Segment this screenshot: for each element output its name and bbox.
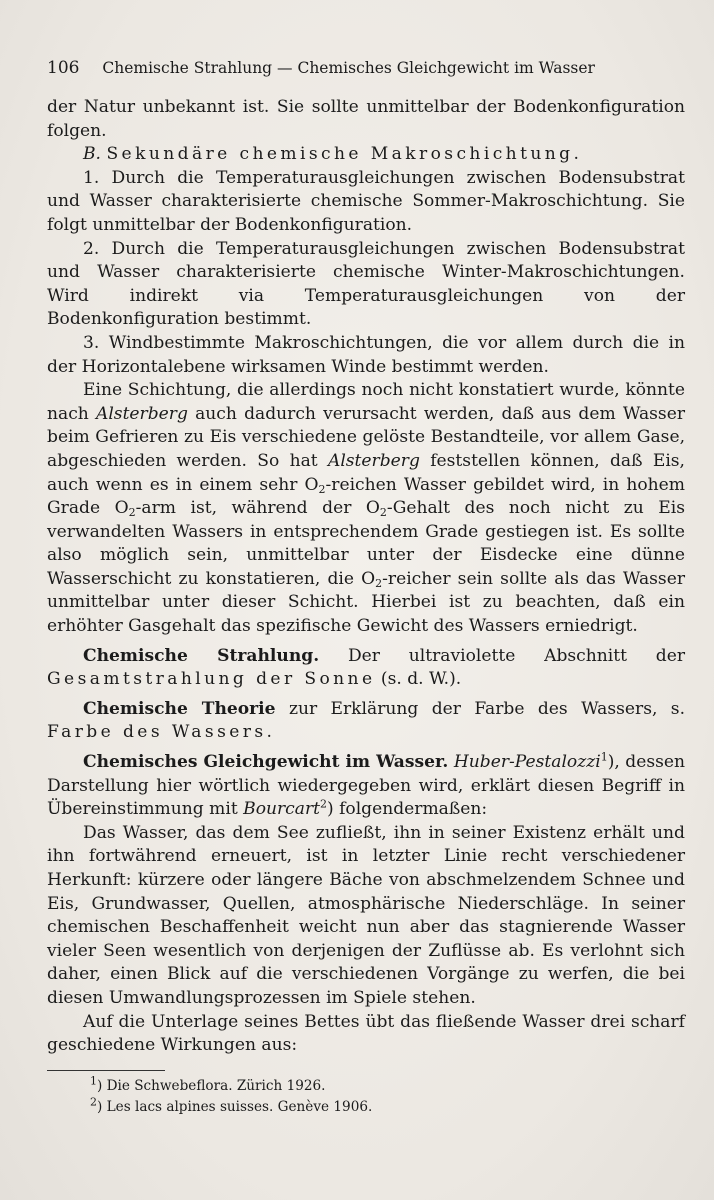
text-run: zur Erklärung der Farbe des Wassers, s. [275, 698, 686, 719]
subscript: 2 [375, 576, 383, 590]
text-run: -Gehalt des noch nicht zu Eis verwandelten Wassers in entsprechendem Grade gestiegen ist. Es sollte also möglich sein, unmittelbar unter der Eisdecke eine dünne Wasserschicht zu konstatieren, die O [47, 498, 685, 589]
entry-chemische-strahlung [47, 645, 685, 692]
text-run: feststellen können, daß Eis, auch wenn es in einem sehr O [47, 450, 685, 495]
footnote-mark: 1 [90, 1074, 97, 1088]
subscript: 2 [379, 506, 387, 520]
entry-term: Chemische Theorie [83, 698, 276, 719]
entry-chemische-theorie [47, 698, 685, 745]
footnotes [90, 1076, 650, 1117]
running-title: Chemische Strahlung — Chemisches Gleichgewicht im Wasser [102, 59, 595, 77]
author-name: Alsterberg [95, 403, 188, 424]
body-text [47, 96, 685, 1058]
author-name: Huber-Pestalozzi [453, 752, 601, 773]
section-title: Sekundäre chemische Makroschichtung. [106, 144, 583, 165]
subscript: 2 [318, 482, 326, 496]
footnote-ref: 1 [600, 750, 608, 764]
text-run: Eine Schichtung, die allerdings noch nicht konstatiert wurde, könnte nach [47, 380, 685, 424]
paragraph-unterlage: Auf die Unterlage seines Bettes übt das fließende Wasser drei scharf geschiedene Wirkungen aus: [47, 1011, 685, 1056]
author-name: Alsterberg [327, 450, 420, 471]
text-run: ), dessen Darstellung hier wörtlich wiedergegeben wird, erklärt diesen Begriff in Übereinstimmung mit [47, 752, 686, 820]
paragraph-schichtung [47, 379, 685, 639]
footnote-text: ) Die Schwebeflora. Zürich 1926. [97, 1078, 326, 1094]
list-item-2: 2. Durch die Temperaturausgleichungen zwischen Bodensubstrat und Wasser charakterisierte chemische Winter-Makroschichtungen. Wird indirekt via Temperaturausgleichungen von der Bodenkonfiguration bestimmt. [47, 238, 685, 330]
footnote-mark: 2 [90, 1094, 97, 1108]
text-run: (s. d. W.). [375, 669, 462, 690]
author-name: Bourcart [243, 799, 320, 820]
cross-reference: Gesamtstrahlung der Sonne [47, 669, 376, 690]
list-item-3: 3. Windbestimmte Makroschichtungen, die vor allem durch die in der Horizontalebene wirksamen Winde bestimmt werden. [47, 332, 685, 377]
footnote-2 [90, 1094, 650, 1118]
entry-term: Chemisches Gleichgewicht im Wasser. [83, 752, 449, 773]
text-run: -arm ist, während der O [135, 498, 380, 519]
paragraph-wasser: Das Wasser, das dem See zufließt, ihn in seiner Existenz erhält und ihn fortwährend erneuert, ist in letzter Linie recht verschiedener Herkunft: kürzere oder längere Bäche von abschmelzendem Schnee und Eis, Grundwasser, Quellen, atmosphärische Niederschläge. In seiner chemischen Beschaffenheit weicht nun aber das stagnierende Wasser vieler Seen wesentlich von derjenigen der Zuflüsse ab. Es verlohnt sich daher, einen Blick auf die verschiedenen Vorgänge zu werfen, die bei diesen Umwandlungsprozessen im Spiele stehen. [47, 822, 685, 1008]
footnote-rule [47, 1070, 165, 1071]
section-heading-b [47, 143, 685, 167]
cross-reference: Farbe des Wassers [47, 722, 267, 743]
footnote-1 [90, 1076, 650, 1097]
entry-chemisches-gleichgewicht [47, 751, 685, 822]
text-run: auch dadurch verursacht werden, daß aus dem Wasser beim Gefrieren zu Eis verschiedene gelöste Bestandteile, vor allem Gase, abgeschieden werden. So hat [47, 403, 685, 471]
text-run: Der ultraviolette Abschnitt der [319, 645, 686, 666]
page-number: 106 [47, 58, 80, 78]
section-label: B. [83, 144, 101, 165]
entry-term: Chemische Strahlung. [83, 645, 320, 666]
footnote-ref: 2 [319, 797, 327, 811]
text-run: ) folgendermaßen: [326, 799, 488, 820]
text-run: -reicher sein sollte als das Wasser unmittelbar unter dieser Schicht. Hierbei ist zu beachten, daß ein erhöhter Gasgehalt das spezifische Gewicht des Wassers erniedrigt. [47, 568, 685, 637]
paragraph-continuation: der Natur unbekannt ist. Sie sollte unmittelbar der Bodenkonfiguration folgen. [47, 97, 685, 141]
footnote-text: ) Les lacs alpines suisses. Genève 1906. [97, 1098, 373, 1115]
subscript: 2 [128, 506, 136, 520]
text-run: . [266, 722, 272, 743]
running-header [47, 58, 667, 78]
list-item-1: 1. Durch die Temperaturausgleichungen zwischen Bodensubstrat und Wasser charakterisierte chemische Sommer-Makroschichtung. Sie folgt unmittelbar der Bodenkonfiguration. [47, 167, 685, 235]
text-run: -reichen Wasser gebildet wird, in hohem Grade O [47, 474, 686, 519]
